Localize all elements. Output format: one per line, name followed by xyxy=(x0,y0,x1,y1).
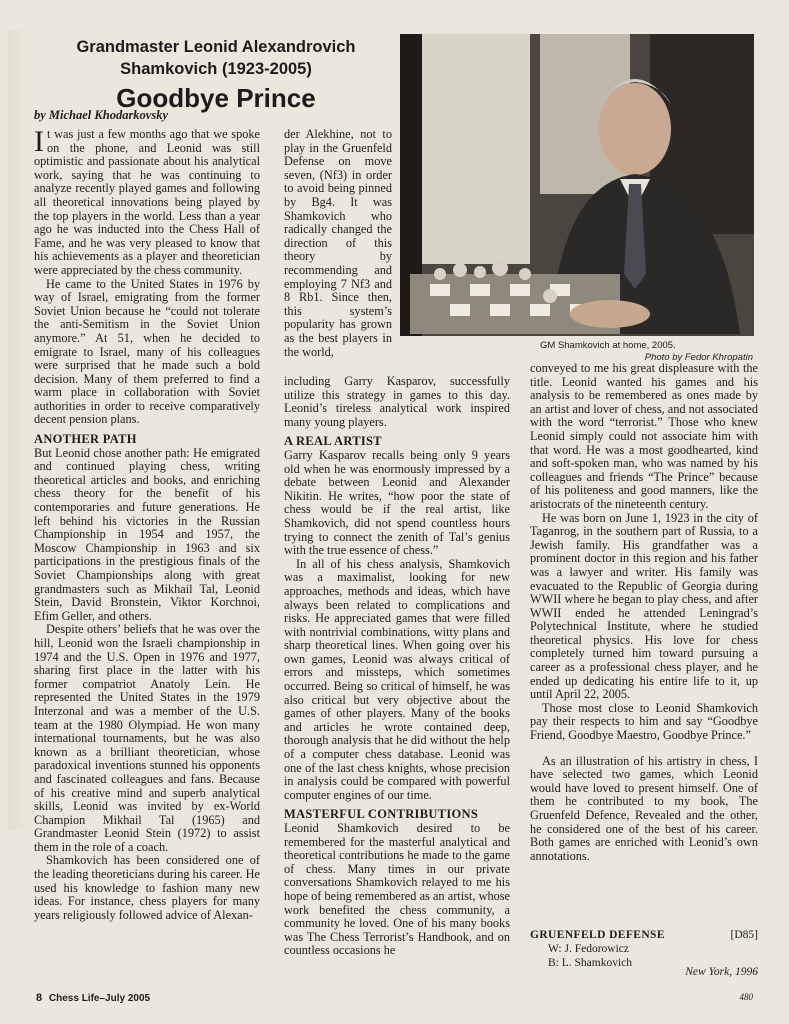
page-number: 8 xyxy=(36,992,43,1004)
article-headline xyxy=(36,36,396,114)
byline: by Michael Khodarkovsky xyxy=(34,108,169,122)
scan-edge-shadow xyxy=(8,30,30,830)
game-location: New York, 1996 xyxy=(685,966,758,978)
photo-image xyxy=(400,34,754,336)
paragraph: In all of his chess analysis, Shamkovich was a maximalist, looking for new approaches, methods and ideas, which have always been related to complications and risks. He appreciated games that were filled with nontrivial combinations, witty plans and sharp theoretical lines. When going over his own games, Leonid was always critical of errors and missteps, which sometimes occurred. Being so critical of himself, he was also critical but very objective about the games of other players. Many of the books and articles he wrote contained deep, thorough analysis that he did without the help of a computer chess database. Leonid was one of the last chess knights, whose precision in analysis could be compared with powerful computer engines of our time. xyxy=(284,556,510,802)
article-column-2-top xyxy=(284,128,392,359)
magazine-issue: Chess Life–July 2005 xyxy=(48,993,151,1004)
paragraph: It was just a few months ago that we spoke on the phone, and Leonid was still optimistic and passionate about his analytical work, saying that he was continuing to analyze recently played games and following all theoretical innovations being played by the top players in the world. Less than a year ago he was inducted into the Chess Hall of Fame, and he was very pleased to know that his achievements as a player and theoretician were appreciated by the chess community. xyxy=(34,125,260,277)
paragraph: But Leonid chose another path: He emigrated and continued playing chess, writing theoretical articles and books, and enriching chess theory for the benefit of his contemporaries and future generations. He left behind his victories in the Russian Championship in 1954 and 1957, the Moscow Championship in 1963 and six participations in the prestigious finals of the Soviet Championships along with great grandmasters such as Mikhail Tal, Leonid Stein, David Bronstein, Viktor Korchnoi, Efim Geller, and others. xyxy=(34,445,260,623)
paragraph: He came to the United States in 1976 by way of Israel, emigrating from the former Soviet Union because he “could not tolerate the anti-Semitism in the Soviet Union anymore.” At 51, when he decided to emigrate to Israel, many of his colleagues were surprised that he made such a bold decision. Many of them preferred to find a warm place in collaboration with Soviet authorities in order to receive comparatively decent pension plans. xyxy=(34,276,260,427)
section-heading: A REAL ARTIST xyxy=(284,434,382,449)
photo-credit: Photo by Fedor Khropatin xyxy=(644,352,753,363)
white-player: W: J. Fedorowicz xyxy=(548,943,630,955)
paragraph: Leonid Shamkovich desired to be remembered for the masterful analytical and theoretical contributions he made to the game of chess. Many times in our private conversations Shamkovich relayed to me his hope of being remembered as an artist, whose work benefited the chess community, a community he loved. One of his many books was The Chess Terrorist’s Handbook, and on countless occasions he xyxy=(284,821,510,958)
photo-caption: GM Shamkovich at home, 2005. xyxy=(540,340,676,351)
paragraph: As an illustration of his artistry in chess, I have selected two games, which Leonid would have loved to present himself. One of them he contributed to my book, The Gruenfeld Defence, Revealed and the other, he considered one of the best of his career. Both games are enriched with Leonid’s own annotations. xyxy=(530,753,758,863)
headline-title: Goodbye Prince xyxy=(116,83,316,113)
game-header xyxy=(530,928,758,978)
page-footer xyxy=(36,992,150,1004)
headline-subject: Grandmaster Leonid Alexandrovich Shamkovich (1923-2005) xyxy=(76,38,356,78)
paragraph: Garry Kasparov recalls being only 9 years old when he was enormously impressed by a debate between Leonid and Alexander Nikitin. He writes, “how poor the state of chess would be if the real artist, like Shamkovich, did not spend countless hours trying to connect the zenith of Tal’s genius with the true essence of chess.” xyxy=(284,447,510,558)
article-column-1 xyxy=(34,125,260,922)
section-heading: MASTERFUL CONTRIBUTIONS xyxy=(284,807,479,822)
paragraph: Those most close to Leonid Shamkovich pay their respects to him and say “Goodbye Friend, Goodbye Maestro, Goodbye Prince.” xyxy=(530,700,758,743)
eco-code: [D85] xyxy=(730,929,758,941)
print-code: 480 xyxy=(739,992,753,1002)
paragraph: Shamkovich has been considered one of the leading theoreticians during his career. He used his knowledge to fashion many new ideas. For instance, chess players for many years religiously followed advice of Alexan- xyxy=(34,853,260,922)
paragraph: Despite others’ beliefs that he was over the hill, Leonid won the Israeli championship in 1974 and the U.S. Open in 1976 and 1977, sharing first place in the latter with his former compatriot Anatoly Lein. He represented the United States in the 1979 Interzonal and was a member of the U.S. team at the 1980 Olympiad. He won many international tournaments, but he was also known as a brilliant theoretician, whose paradoxical inventions stunned his opponents and fascinated colleagues and fans. Because of his creative mind and superb analytical skills, Leonid was invited by ex-World Champion Mikhail Tal (1965) and Grandmaster Leonid Stein (1972) to assist them in the role of a coach. xyxy=(34,622,260,854)
drop-cap: I xyxy=(34,125,44,158)
portrait-photo xyxy=(400,34,754,336)
black-player: B: L. Shamkovich xyxy=(548,957,633,969)
paragraph: He was born on June 1, 1923 in the city of Taganrog, in the southern part of Russia, to a Jewish family. His grandfather was a prominent doctor in this region and his father was a lawyer and writer. His family was evacuated to the Republic of Georgia during WWII where he began to play chess, and after WWII ended he attended Leningrad’s Polytechnical Institute, where he studied theoretical physics. His love for chess completely turned him toward pursuing a career as a professional chess player, and he ended up dedicating his entire life to it, up until April 22, 2005. xyxy=(530,510,758,702)
paragraph: conveyed to me his great displeasure with the title. Leonid wanted his games and his analysis to be remembered as ones made by an artist and lover of chess, and not associated with the word “terrorist.” Those who knew Leonid simply could not associate him with that word. He was a most goodhearted, kind and soft-spoken man, who was named by his colleagues and friends “The Prince” because of his politeness and good manners, like the aristocrats of the nineteenth century. xyxy=(530,361,758,511)
section-heading: ANOTHER PATH xyxy=(34,432,137,447)
paragraph: including Garry Kasparov, successfully utilize this strategy in games to this day. Leonid’s tireless analytical work inspired many young players. xyxy=(284,374,510,429)
paragraph: der Alekhine, not to play in the Gruenfeld Defense on move seven, (Nf3) in order to avoid being pinned by Bg4. It was Shamkovich who radically changed the direction of this theory by recommending and employing 7 Nf3 and 8 Rb1. Since then, this system’s popularity has grown as the best players in the world, xyxy=(284,127,392,359)
article-column-2 xyxy=(284,375,510,958)
opening-name: GRUENFELD DEFENSE xyxy=(530,929,665,941)
article-column-3 xyxy=(530,362,758,863)
